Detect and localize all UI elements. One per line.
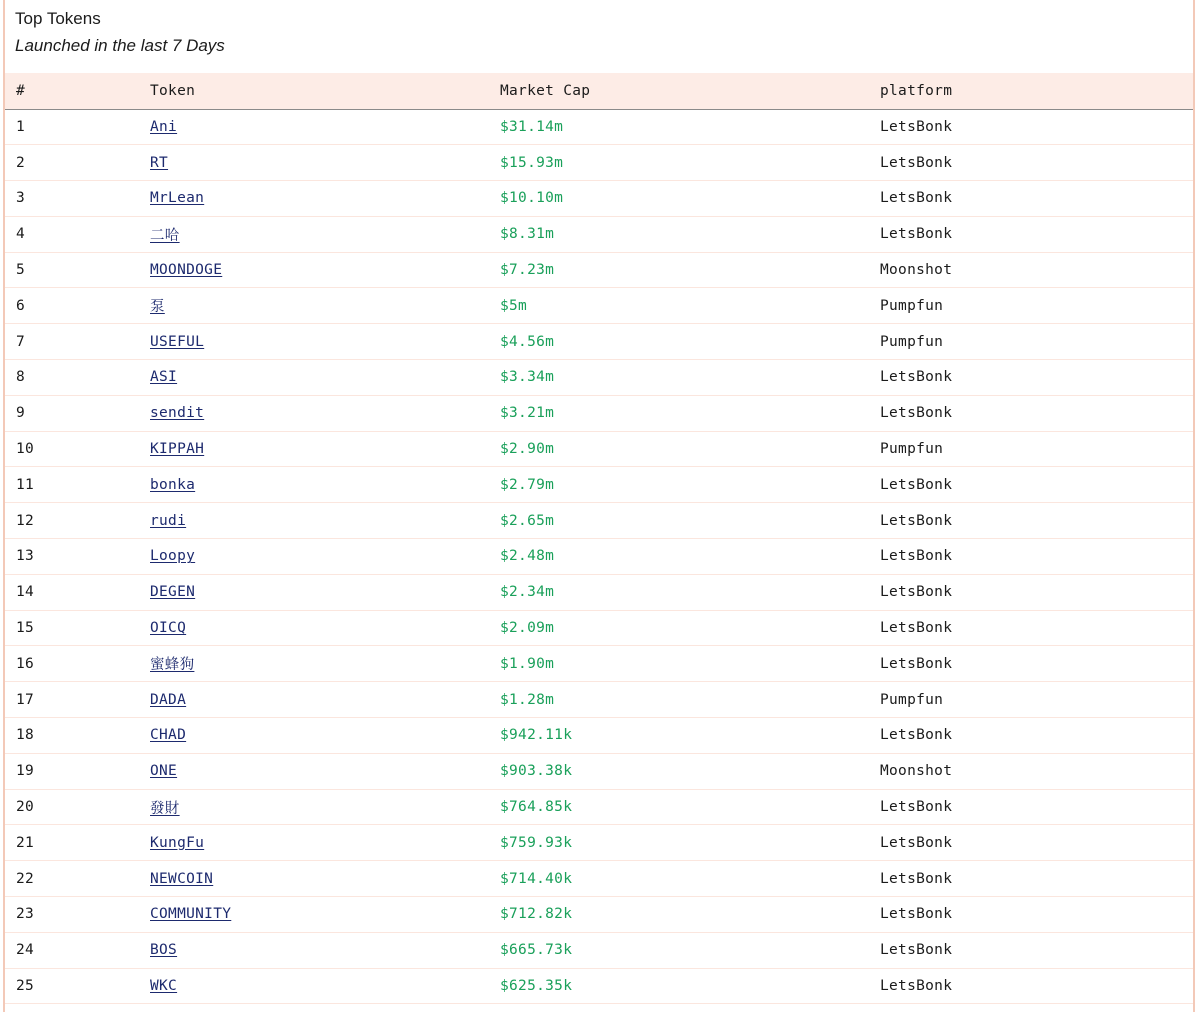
rank-cell: 3: [5, 181, 150, 217]
page-title: Top Tokens: [15, 9, 101, 28]
token-cell: [150, 932, 500, 968]
token-link[interactable]: KIPPAH: [150, 441, 205, 458]
market-cap-cell: $2.90m: [500, 431, 880, 467]
market-cap-cell: $665.73k: [500, 932, 880, 968]
table-row: [5, 897, 1193, 933]
token-link[interactable]: 二哈: [150, 227, 180, 244]
market-cap-cell: $2.65m: [500, 503, 880, 539]
token-cell: [150, 431, 500, 467]
table-row: [5, 574, 1193, 610]
token-link[interactable]: sendit: [150, 405, 205, 422]
token-link[interactable]: ASI: [150, 369, 178, 386]
token-cell: [150, 360, 500, 396]
token-link[interactable]: BOS: [150, 942, 178, 959]
token-cell: [150, 216, 500, 252]
token-link[interactable]: USEFUL: [150, 333, 205, 350]
token-cell: [150, 252, 500, 288]
rank-cell: 14: [5, 574, 150, 610]
market-cap-cell: $3.34m: [500, 360, 880, 396]
platform-cell: LetsBonk: [880, 718, 1193, 754]
rank-cell: 13: [5, 539, 150, 575]
rank-cell: 23: [5, 897, 150, 933]
rank-cell: 1: [5, 109, 150, 145]
token-link[interactable]: Loopy: [150, 548, 196, 565]
column-header-platform: platform: [880, 73, 1193, 109]
table-row: [5, 646, 1193, 682]
table-body: [5, 109, 1193, 1004]
rank-cell: 5: [5, 252, 150, 288]
market-cap-cell: $8.31m: [500, 216, 880, 252]
platform-cell: Pumpfun: [880, 324, 1193, 360]
token-link[interactable]: DADA: [150, 691, 187, 708]
table-row: [5, 789, 1193, 825]
token-cell: [150, 861, 500, 897]
market-cap-cell: $3.21m: [500, 395, 880, 431]
market-cap-cell: $714.40k: [500, 861, 880, 897]
rank-cell: 18: [5, 718, 150, 754]
table-row: [5, 467, 1193, 503]
platform-cell: LetsBonk: [880, 968, 1193, 1004]
token-cell: [150, 574, 500, 610]
market-cap-cell: $2.34m: [500, 574, 880, 610]
platform-cell: LetsBonk: [880, 610, 1193, 646]
token-cell: [150, 324, 500, 360]
rank-cell: 10: [5, 431, 150, 467]
rank-cell: 6: [5, 288, 150, 324]
market-cap-cell: $759.93k: [500, 825, 880, 861]
platform-cell: Moonshot: [880, 252, 1193, 288]
token-cell: [150, 610, 500, 646]
table-row: [5, 360, 1193, 396]
table-row: [5, 753, 1193, 789]
token-cell: [150, 646, 500, 682]
table-row: [5, 252, 1193, 288]
token-cell: [150, 503, 500, 539]
platform-cell: LetsBonk: [880, 181, 1193, 217]
token-cell: [150, 145, 500, 181]
rank-cell: 17: [5, 682, 150, 718]
token-cell: [150, 753, 500, 789]
token-link[interactable]: Ani: [150, 118, 178, 135]
market-cap-cell: $1.28m: [500, 682, 880, 718]
token-cell: [150, 968, 500, 1004]
market-cap-cell: $31.14m: [500, 109, 880, 145]
token-link[interactable]: 發財: [150, 800, 180, 817]
token-cell: [150, 181, 500, 217]
table-row: [5, 968, 1193, 1004]
rank-cell: 11: [5, 467, 150, 503]
table-row: [5, 825, 1193, 861]
table-header: [5, 73, 1193, 109]
platform-cell: LetsBonk: [880, 360, 1193, 396]
platform-cell: LetsBonk: [880, 467, 1193, 503]
rank-cell: 7: [5, 324, 150, 360]
market-cap-cell: $5m: [500, 288, 880, 324]
market-cap-cell: $10.10m: [500, 181, 880, 217]
table-row: [5, 395, 1193, 431]
platform-cell: LetsBonk: [880, 789, 1193, 825]
rank-cell: 20: [5, 789, 150, 825]
platform-cell: LetsBonk: [880, 932, 1193, 968]
page-subtitle: Launched in the last 7 Days: [15, 36, 225, 55]
token-link[interactable]: WKC: [150, 978, 178, 995]
market-cap-cell: $2.79m: [500, 467, 880, 503]
platform-cell: LetsBonk: [880, 539, 1193, 575]
column-header-rank: #: [5, 73, 150, 109]
column-header-market-cap: Market Cap: [500, 73, 880, 109]
rank-cell: 2: [5, 145, 150, 181]
rank-cell: 16: [5, 646, 150, 682]
token-cell: [150, 682, 500, 718]
platform-cell: Pumpfun: [880, 682, 1193, 718]
token-link[interactable]: COMMUNITY: [150, 906, 232, 923]
tokens-table: [5, 73, 1193, 1004]
rank-cell: 22: [5, 861, 150, 897]
market-cap-cell: $712.82k: [500, 897, 880, 933]
platform-cell: LetsBonk: [880, 825, 1193, 861]
platform-cell: LetsBonk: [880, 861, 1193, 897]
table-row: [5, 181, 1193, 217]
token-link[interactable]: rudi: [150, 512, 187, 529]
token-cell: [150, 288, 500, 324]
table-header-row: [5, 73, 1193, 109]
market-cap-cell: $7.23m: [500, 252, 880, 288]
rank-cell: 24: [5, 932, 150, 968]
token-link[interactable]: OICQ: [150, 620, 187, 637]
platform-cell: LetsBonk: [880, 216, 1193, 252]
token-link[interactable]: CHAD: [150, 727, 187, 744]
token-link[interactable]: 蜜蜂狗: [150, 657, 195, 674]
table-row: [5, 610, 1193, 646]
platform-cell: Moonshot: [880, 753, 1193, 789]
token-link[interactable]: ONE: [150, 763, 178, 780]
token-link[interactable]: MrLean: [150, 190, 205, 207]
token-link[interactable]: RT: [150, 154, 169, 171]
table-row: [5, 431, 1193, 467]
platform-cell: LetsBonk: [880, 574, 1193, 610]
table-row: [5, 861, 1193, 897]
market-cap-cell: $942.11k: [500, 718, 880, 754]
token-link[interactable]: MOONDOGE: [150, 262, 223, 279]
platform-cell: LetsBonk: [880, 503, 1193, 539]
rank-cell: 9: [5, 395, 150, 431]
token-cell: [150, 539, 500, 575]
token-cell: [150, 395, 500, 431]
rank-cell: 25: [5, 968, 150, 1004]
platform-cell: LetsBonk: [880, 109, 1193, 145]
token-cell: [150, 467, 500, 503]
market-cap-cell: $2.48m: [500, 539, 880, 575]
token-link[interactable]: DEGEN: [150, 584, 196, 601]
table-row: [5, 324, 1193, 360]
rank-cell: 21: [5, 825, 150, 861]
table-row: [5, 682, 1193, 718]
table-row: [5, 288, 1193, 324]
market-cap-cell: $2.09m: [500, 610, 880, 646]
market-cap-cell: $4.56m: [500, 324, 880, 360]
rank-cell: 12: [5, 503, 150, 539]
platform-cell: LetsBonk: [880, 395, 1193, 431]
table-row: [5, 109, 1193, 145]
token-link[interactable]: NEWCOIN: [150, 870, 214, 887]
rank-cell: 8: [5, 360, 150, 396]
market-cap-cell: $625.35k: [500, 968, 880, 1004]
token-cell: [150, 825, 500, 861]
rank-cell: 15: [5, 610, 150, 646]
rank-cell: 19: [5, 753, 150, 789]
column-header-token: Token: [150, 73, 500, 109]
market-cap-cell: $1.90m: [500, 646, 880, 682]
token-cell: [150, 718, 500, 754]
table-row: [5, 718, 1193, 754]
token-cell: [150, 789, 500, 825]
token-link[interactable]: bonka: [150, 476, 196, 493]
token-link[interactable]: 泵: [150, 299, 165, 316]
market-cap-cell: $15.93m: [500, 145, 880, 181]
token-cell: [150, 109, 500, 145]
table-row: [5, 932, 1193, 968]
platform-cell: Pumpfun: [880, 431, 1193, 467]
rank-cell: 4: [5, 216, 150, 252]
top-tokens-panel: [3, 0, 1195, 1012]
platform-cell: LetsBonk: [880, 897, 1193, 933]
table-row: [5, 539, 1193, 575]
platform-cell: LetsBonk: [880, 646, 1193, 682]
platform-cell: LetsBonk: [880, 145, 1193, 181]
table-row: [5, 145, 1193, 181]
market-cap-cell: $764.85k: [500, 789, 880, 825]
token-link[interactable]: KungFu: [150, 834, 205, 851]
market-cap-cell: $903.38k: [500, 753, 880, 789]
table-row: [5, 503, 1193, 539]
token-cell: [150, 897, 500, 933]
platform-cell: Pumpfun: [880, 288, 1193, 324]
table-row: [5, 216, 1193, 252]
